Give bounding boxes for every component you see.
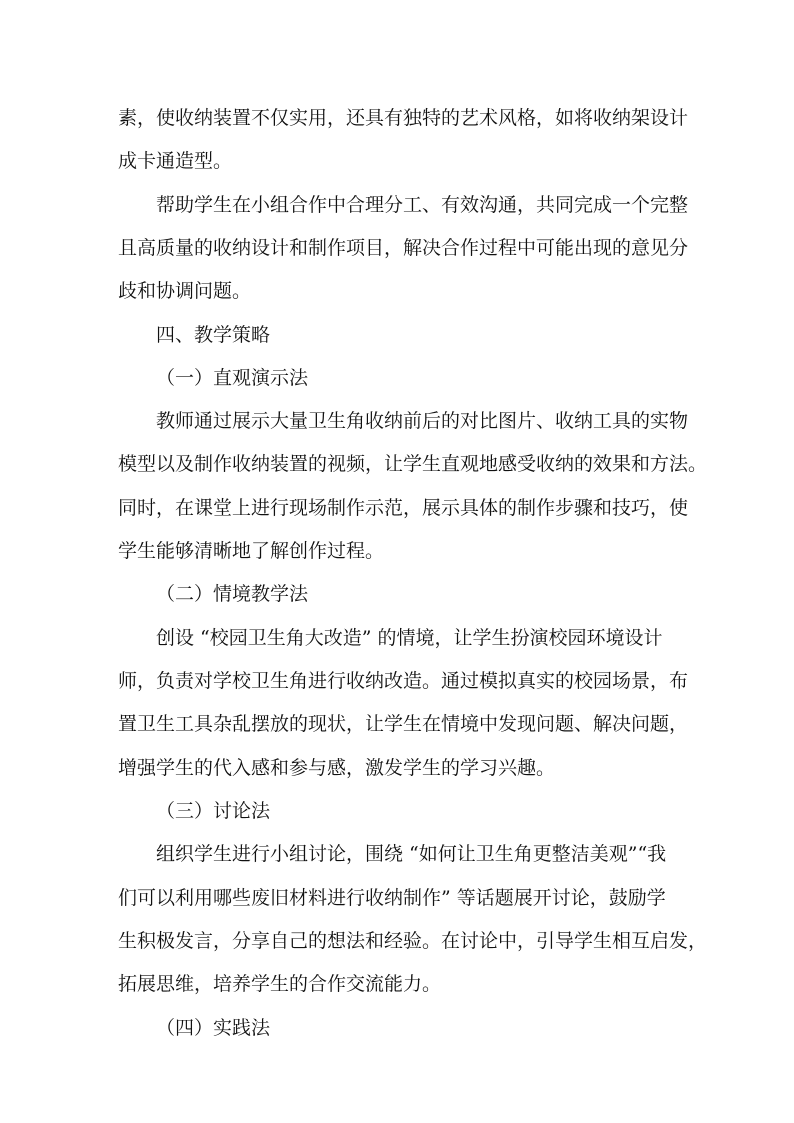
paragraph-line: 创设 “校园卫生角大改造” 的情境，让学生扮演校园环境设计 — [156, 627, 663, 649]
paragraph-line: 师，负责对学校卫生角进行收纳改造。通过模拟真实的校园场景，布 — [118, 670, 689, 692]
paragraph-line: 模型以及制作收纳装置的视频，让学生直观地感受收纳的效果和方法。 — [118, 453, 708, 475]
paragraph-line: 生积极发言，分享自己的想法和经验。在讨论中，引导学生相互启发， — [118, 930, 708, 952]
paragraph-line: 学生能够清晰地了解创作过程。 — [118, 540, 385, 562]
paragraph-line: 素，使收纳装置不仅实用，还具有独特的艺术风格，如将收纳架设计 — [118, 107, 689, 129]
paragraph-line: 且高质量的收纳设计和制作项目，解决合作过程中可能出现的意见分 — [118, 237, 689, 259]
paragraph-line: 拓展思维，培养学生的合作交流能力。 — [118, 973, 442, 995]
paragraph-line: 增强学生的代入感和参与感，激发学生的学习兴趣。 — [118, 757, 556, 779]
paragraph-line: 们可以利用哪些废旧材料进行收纳制作” 等话题展开讨论，鼓励学 — [118, 887, 666, 909]
paragraph-line: 同时，在课堂上进行现场制作示范，展示具体的制作步骤和技巧，使 — [118, 497, 689, 519]
paragraph-line: 歧和协调问题。 — [118, 280, 252, 302]
paragraph-line: 置卫生工具杂乱摆放的现状，让学生在情境中发现问题、解决问题， — [118, 713, 689, 735]
section-heading: 四、教学策略 — [156, 324, 271, 346]
subsection-heading: （一）直观演示法 — [156, 367, 309, 389]
subsection-heading: （四）实践法 — [156, 1017, 271, 1039]
paragraph-line: 帮助学生在小组合作中合理分工、有效沟通，共同完成一个完整 — [156, 194, 689, 216]
paragraph-line: 成卡通造型。 — [118, 150, 233, 172]
paragraph-line: 教师通过展示大量卫生角收纳前后的对比图片、收纳工具的实物 — [156, 410, 689, 432]
subsection-heading: （二）情境教学法 — [156, 583, 309, 605]
subsection-heading: （三）讨论法 — [156, 800, 271, 822]
paragraph-line: 组织学生进行小组讨论，围绕 “如何让卫生角更整洁美观”“我 — [156, 843, 667, 865]
